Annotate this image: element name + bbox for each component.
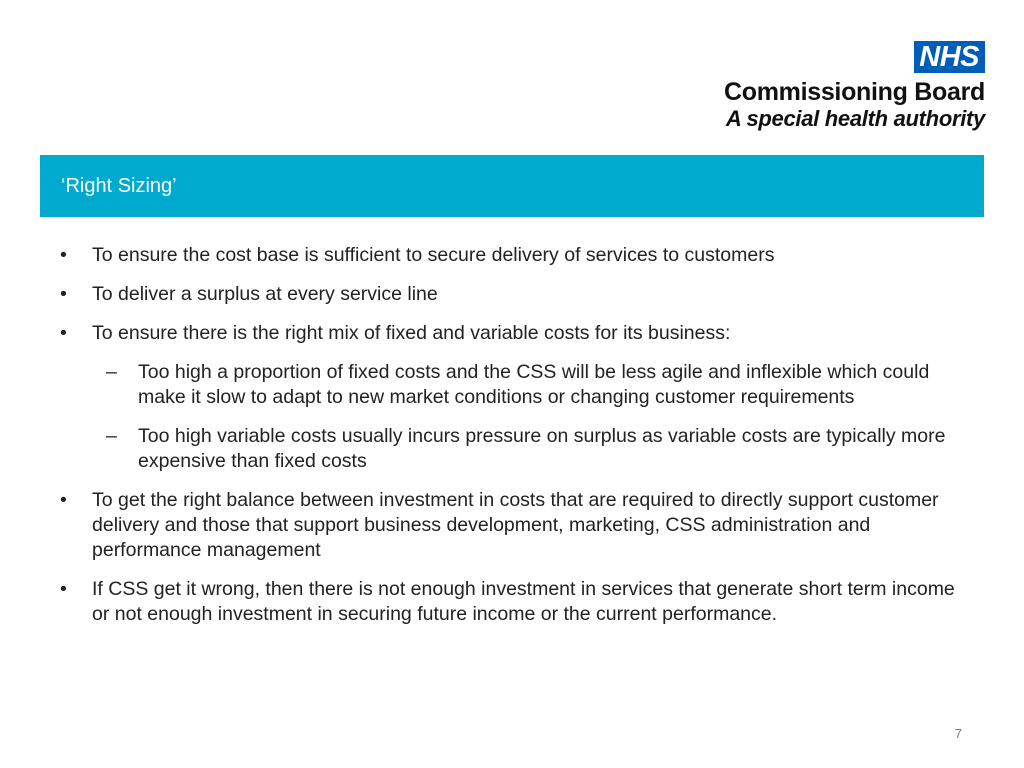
bullet-icon: • xyxy=(60,489,67,511)
sub-bullet-list xyxy=(92,360,968,474)
dash-icon: – xyxy=(106,425,117,447)
nhs-logo xyxy=(695,41,985,132)
bullet-text: To deliver a surplus at every service line xyxy=(92,283,438,305)
bullet-item xyxy=(58,488,968,563)
logo-org-name: Commissioning Board xyxy=(724,78,985,106)
dash-icon: – xyxy=(106,361,117,383)
slide-title: ‘Right Sizing’ xyxy=(61,175,177,197)
bullet-text: If CSS get it wrong, then there is not enough investment in services that generate short term income or not enough investment in securing future income or the current performance. xyxy=(92,578,955,625)
bullet-item xyxy=(58,321,968,474)
bullet-text: To ensure there is the right mix of fixed and variable costs for its business: xyxy=(92,322,731,344)
bullet-text: To ensure the cost base is sufficient to secure delivery of services to customers xyxy=(92,244,775,266)
slide-content xyxy=(58,243,968,641)
logo-tagline: A special health authority xyxy=(725,106,985,131)
bullet-icon: • xyxy=(60,322,67,344)
sub-bullet-text: Too high a proportion of fixed costs and the CSS will be less agile and inflexible which could make it slow to adapt to new market conditions or changing customer requirements xyxy=(138,361,930,408)
page-number: 7 xyxy=(954,726,962,741)
bullet-list xyxy=(58,243,968,627)
sub-bullet-item xyxy=(92,424,968,474)
title-bar xyxy=(40,155,984,217)
sub-bullet-text: Too high variable costs usually incurs pressure on surplus as variable costs are typically more expensive than fixed costs xyxy=(138,425,946,472)
bullet-icon: • xyxy=(60,578,67,600)
bullet-icon: • xyxy=(60,244,67,266)
nhs-badge: NHS xyxy=(914,41,985,73)
bullet-icon: • xyxy=(60,283,67,305)
bullet-item xyxy=(58,577,968,627)
bullet-text: To get the right balance between investment in costs that are required to directly support customer delivery and those that support business development, marketing, CSS administration and performance management xyxy=(92,489,939,561)
bullet-item xyxy=(58,243,968,268)
bullet-item xyxy=(58,282,968,307)
sub-bullet-item xyxy=(92,360,968,410)
